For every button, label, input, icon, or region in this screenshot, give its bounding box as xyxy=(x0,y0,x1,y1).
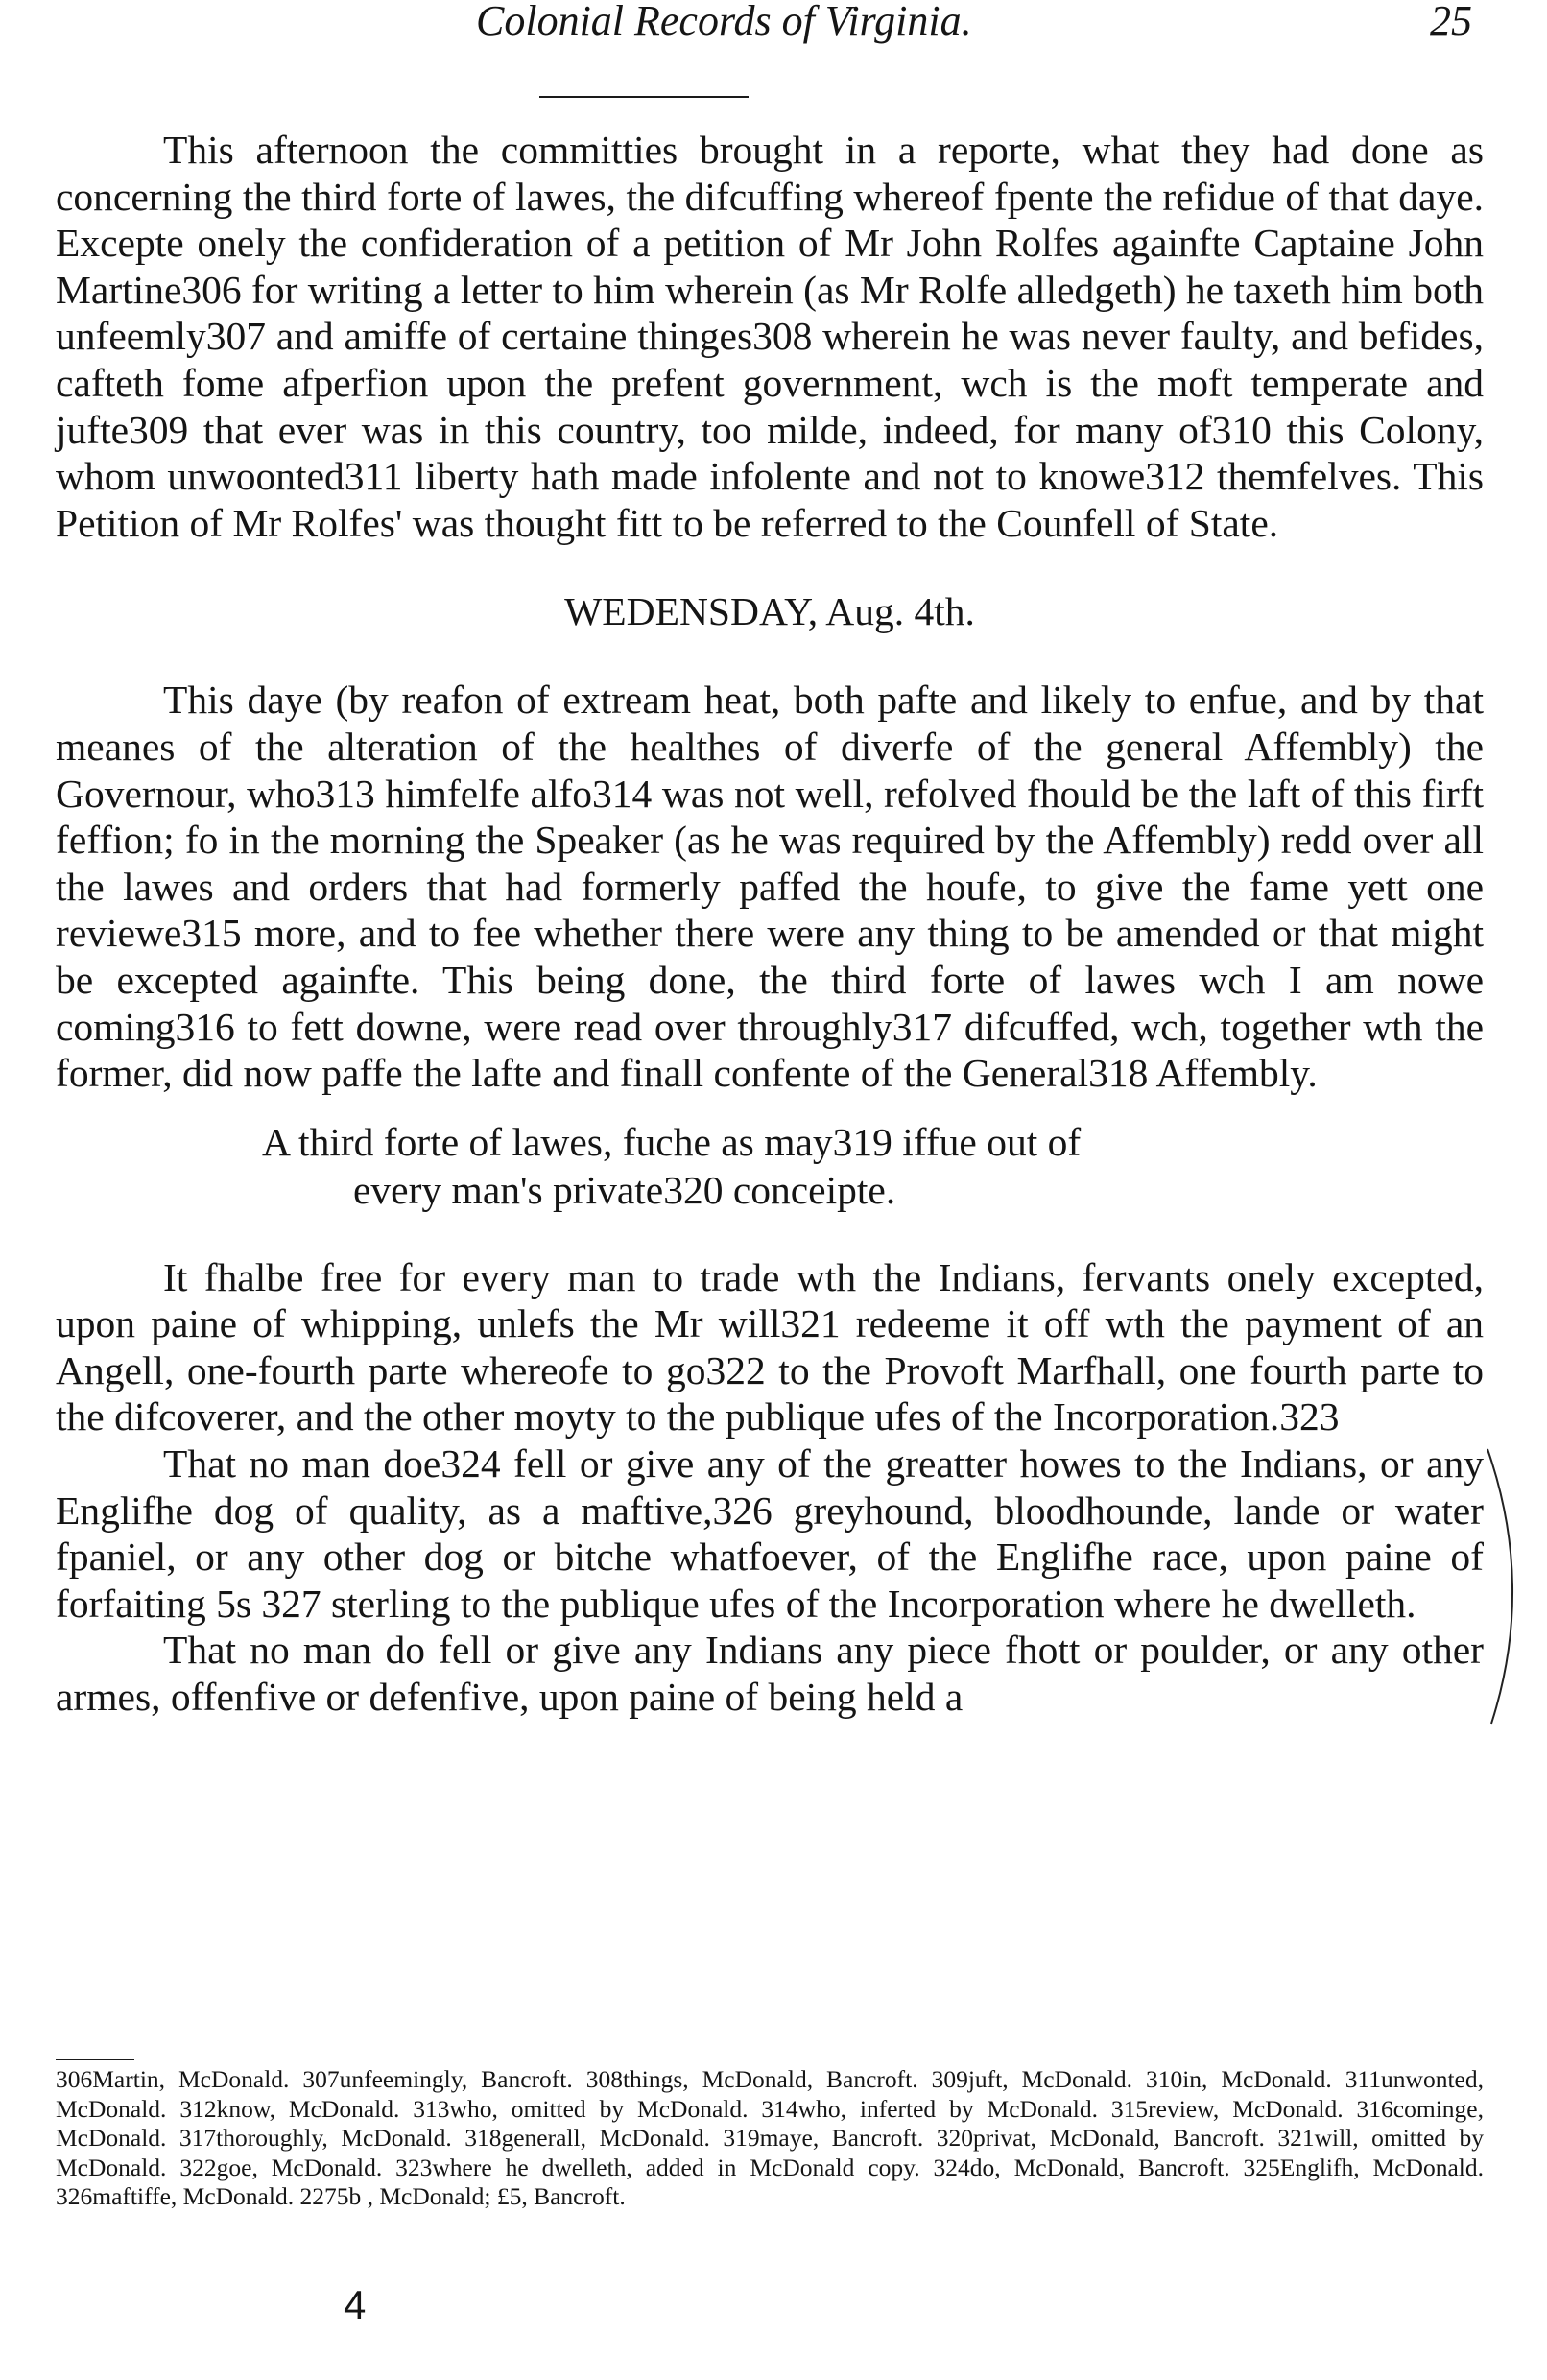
subheading-line-1: A third forte of lawes, fuche as may319 iffue out of xyxy=(262,1119,1082,1164)
law-trade-with-indians: It fhalbe free for every man to trade wth the Indians, fervants onely excepted, upon paine of whipping, unlefs the Mr will321 redeeme it off wth the payment of an Angell, one-fourth parte whereofe to go322 to the Provoft Marfhall, one fourth parte to the difcoverer, and the other moyty to the publique ufes of the Incorporation.323 xyxy=(56,1254,1484,1440)
page-number: 25 xyxy=(1430,0,1472,44)
section-subheading xyxy=(56,1118,1484,1214)
footnotes: 306Martin, McDonald. 307unfeemingly, Bancroft. 308things, McDonald, Bancroft. 309juft, McDonald. 310in, McDonald. 311unwonted, McDonald. 312know, McDonald. 313who, omitted by McDonald. 314who, inferted by McDonald. 315review, McDonald. 316cominge, McDonald. 317thoroughly, McDonald. 318generall, McDonald. 319maye, Bancroft. 320privat, McDonald, Bancroft. 321will, omitted by McDonald. 322goe, McDonald. 323where he dwelleth, added in McDonald copy. 324do, McDonald, Bancroft. 325Englifh, McDonald. 326maftiffe, McDonald. 2275b , McDonald; £5, Bancroft. xyxy=(56,2065,1484,2210)
paragraph-wednesday-session: This daye (by reafon of extream heat, both pafte and likely to enfue, and by that meanes of the alteration of the healthes of diverfe of the general Affembly) the Governour, who313 himfelfe alfo314 was not well, refolved fhould be the laft of this firft feffion; fo in the morning the Speaker (as he was required by the Affembly) redd over all the lawes and orders that had formerly paffed the houfe, to give the fame yett one reviewe315 more, and to fee whether there were any thing to be amended or that might be excepted againfte. This being done, the third forte of lawes wch I am nowe coming316 to fett downe, were read over throughly317 difcuffed, wch, together wth the former, did now paffe the lafte and finall confente of the General318 Affembly. xyxy=(56,678,1484,1096)
running-title: Colonial Records of Virginia. xyxy=(476,0,972,44)
paragraph-afternoon-report: This afternoon the committies brought in a reporte, what they had done as concerning the third forte of lawes, the difcuffing whereof fpente the refidue of that daye. Excepte onely the confideration of a petition of Mr John Rolfes againfte Captaine John Martine306 for writing a letter to him wherein (as Mr Rolfe alledgeth) he taxeth him both unfeemly307 and amiffe of certaine thinges308 wherein he was never faulty, and befides, cafteth fome afperfion upon the prefent government, wch is the moft temperate and jufte309 that ever was in this country, too milde, indeed, for many of310 this Colony, whom unwoonted311 liberty hath made infolente and not to knowe312 themfelves. This Petition of Mr Rolfes' was thought fitt to be referred to the Counfell of State. xyxy=(56,128,1484,545)
running-head xyxy=(0,0,1547,58)
date-heading: WEDENSDAY, Aug. 4th. xyxy=(564,589,975,634)
law-arms-and-powder: That no man do fell or give any Indians any piece fhott or poulder, or any other armes, offenfive or defenfive, upon paine of being held a xyxy=(56,1628,1484,1720)
signature-mark: 4 xyxy=(344,2282,367,2327)
footnote-rule xyxy=(56,2059,134,2060)
subheading-line-2: every man's private320 conceipte. xyxy=(353,1167,896,1212)
header-rule xyxy=(539,96,749,98)
body-text xyxy=(56,127,1484,1721)
law-hoes-and-dogs: That no man doe324 fell or give any of the greatter howes to the Indians, or any Englifhe dog of quality, as a maftive,326 greyhound, bloodhounde, lande or water fpaniel, or any other dog or bitche whatfoever, of the Englifhe race, upon paine of forfaiting 5s 327 sterling to the publique ufes of the Incorporation where he dwelleth. xyxy=(56,1441,1484,1626)
margin-bracket-mark xyxy=(1486,1447,1524,1726)
